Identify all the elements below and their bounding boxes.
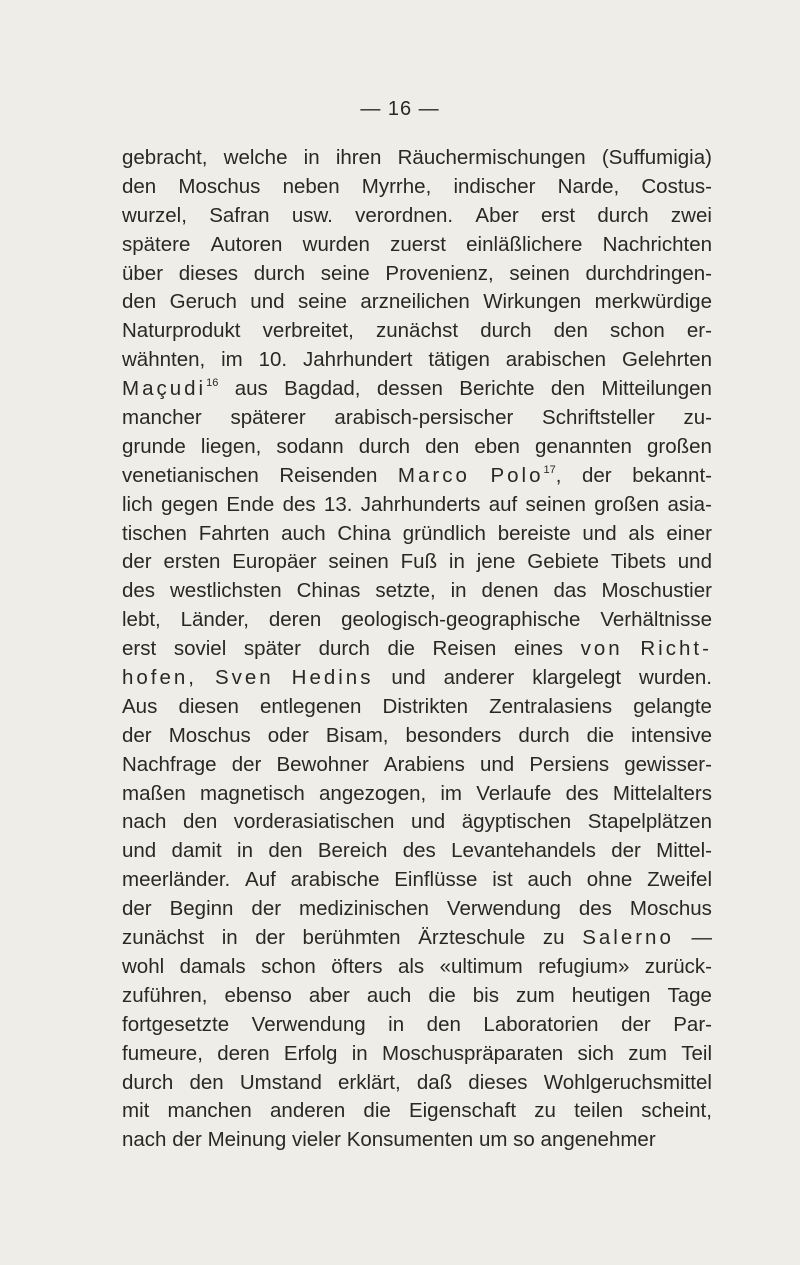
text-line: nach der Meinung vieler Konsumenten um so angenehmer	[122, 1128, 656, 1152]
text-line: gebracht, welche in ihren Räuchermischungen (Suffumigia)	[122, 146, 712, 169]
text-line: Nachfrage der Bewohner Arabiens und Persiens gewisser-	[122, 752, 712, 776]
text-line: mit manchen anderen die Eigenschaft zu teilen scheint,	[122, 1099, 712, 1123]
text-line: nach den vorderasiatischen und ägyptischen Stapelplätzen	[122, 810, 712, 834]
text-line: grunde liegen, sodann durch den eben genannten großen	[122, 434, 712, 458]
text-line: fortgesetzte Verwendung in den Laboratorien der Par-	[122, 1012, 712, 1036]
text-line: und damit in den Bereich des Levantehandels der Mittel-	[122, 839, 712, 863]
text-line: wurzel, Safran usw. verordnen. Aber erst durch zwei	[122, 203, 712, 227]
text-line: Aus diesen entlegenen Distrikten Zentralasiens gelangte	[122, 694, 712, 718]
text-line: den Geruch und seine arzneilichen Wirkungen merkwürdige	[122, 290, 712, 314]
text-line: meerländer. Auf arabische Einflüsse ist auch ohne Zweifel	[122, 868, 712, 892]
text-line: zuführen, ebenso aber auch die bis zum heutigen Tage	[122, 983, 712, 1007]
body-text	[122, 144, 712, 1155]
text-line: des westlichsten Chinas setzte, in denen das Moschustier	[122, 579, 712, 603]
text-line: spätere Autoren wurden zuerst einläßlichere Nachrichten	[122, 232, 712, 256]
text-line: mancher späterer arabisch-persischer Schriftsteller zu-	[122, 406, 712, 430]
text-line: Maçudi$^{16}$ aus Bagdad, dessen Berichte den Mitteilungen	[122, 377, 712, 401]
text-line: wähnten, im 10. Jahrhundert tätigen arabischen Gelehrten	[122, 348, 712, 372]
text-line: erst soviel später durch die Reisen eines von Richt-	[122, 637, 712, 661]
text-line: Naturprodukt verbreitet, zunächst durch den schon er-	[122, 319, 712, 343]
text-line: maßen magnetisch angezogen, im Verlaufe des Mittelalters	[122, 781, 712, 805]
text-line: den Moschus neben Myrrhe, indischer Narde, Costus-	[122, 174, 712, 198]
text-line: durch den Umstand erklärt, daß dieses Wohlgeruchsmittel	[122, 1070, 712, 1094]
text-line: lebt, Länder, deren geologisch-geographische Verhältnisse	[122, 608, 712, 632]
text-line: wohl damals schon öfters als «ultimum refugium» zurück-	[122, 954, 712, 978]
text-line: hofen, Sven Hedins und anderer klargelegt wurden.	[122, 666, 712, 690]
text-line: der ersten Europäer seinen Fuß in jene Gebiete Tibets und	[122, 550, 712, 574]
page-number: — 16 —	[360, 98, 440, 120]
text-line: über dieses durch seine Provenienz, seinen durchdringen-	[122, 261, 712, 285]
text-line: der Moschus oder Bisam, besonders durch die intensive	[122, 723, 712, 747]
text-line: lich gegen Ende des 13. Jahrhunderts auf seinen großen asia-	[122, 492, 712, 516]
text-line: der Beginn der medizinischen Verwendung des Moschus	[122, 897, 712, 921]
text-line: tischen Fahrten auch China gründlich bereiste und als einer	[122, 521, 712, 545]
text-line: venetianischen Reisenden Marco Polo$^{17}$, der bekannt-	[122, 463, 712, 487]
text-line: zunächst in der berühmten Ärzteschule zu Salerno —	[122, 926, 712, 950]
text-line: fumeure, deren Erfolg in Moschuspräparaten sich zum Teil	[122, 1041, 712, 1065]
